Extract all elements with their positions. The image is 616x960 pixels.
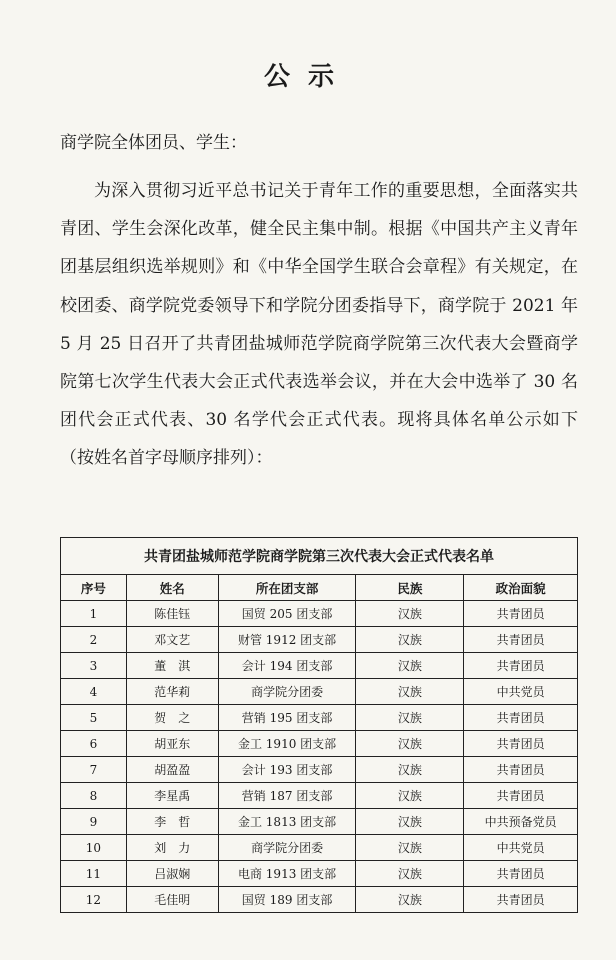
cell-name: 吕淑娴 xyxy=(126,861,218,887)
cell-political-status: 共青团员 xyxy=(464,627,578,653)
cell-political-status: 共青团员 xyxy=(464,861,578,887)
greeting-line: 商学院全体团员、学生： xyxy=(60,133,247,153)
representatives-table-container xyxy=(60,537,578,913)
cell-number: 12 xyxy=(61,887,127,913)
table-row xyxy=(61,809,578,835)
cell-name: 李星禹 xyxy=(126,783,218,809)
header-ethnicity: 民族 xyxy=(356,575,464,601)
cell-political-status: 共青团员 xyxy=(464,757,578,783)
cell-branch: 财管 1912 团支部 xyxy=(218,627,356,653)
table-row xyxy=(61,757,578,783)
table-row xyxy=(61,601,578,627)
header-number: 序号 xyxy=(61,575,127,601)
cell-ethnicity: 汉族 xyxy=(356,861,464,887)
cell-number: 3 xyxy=(61,653,127,679)
table-row xyxy=(61,887,578,913)
table-row xyxy=(61,653,578,679)
cell-political-status: 共青团员 xyxy=(464,705,578,731)
cell-name: 李 哲 xyxy=(126,809,218,835)
cell-ethnicity: 汉族 xyxy=(356,679,464,705)
cell-number: 4 xyxy=(61,679,127,705)
table-row xyxy=(61,783,578,809)
cell-number: 8 xyxy=(61,783,127,809)
cell-name: 贺 之 xyxy=(126,705,218,731)
table-caption: 共青团盐城师范学院商学院第三次代表大会正式代表名单 xyxy=(61,538,578,575)
cell-branch: 商学院分团委 xyxy=(218,835,356,861)
cell-ethnicity: 汉族 xyxy=(356,783,464,809)
cell-ethnicity: 汉族 xyxy=(356,627,464,653)
cell-branch: 会计 193 团支部 xyxy=(218,757,356,783)
cell-branch: 电商 1913 团支部 xyxy=(218,861,356,887)
cell-number: 2 xyxy=(61,627,127,653)
header-political-status: 政治面貌 xyxy=(464,575,578,601)
cell-name: 陈佳钰 xyxy=(126,601,218,627)
cell-political-status: 共青团员 xyxy=(464,783,578,809)
cell-branch: 国贸 205 团支部 xyxy=(218,601,356,627)
table-row xyxy=(61,861,578,887)
cell-name: 胡盈盈 xyxy=(126,757,218,783)
table-row xyxy=(61,835,578,861)
cell-political-status: 中共党员 xyxy=(464,679,578,705)
cell-branch: 金工 1813 团支部 xyxy=(218,809,356,835)
cell-political-status: 共青团员 xyxy=(464,887,578,913)
cell-name: 范华莉 xyxy=(126,679,218,705)
cell-political-status: 中共预备党员 xyxy=(464,809,578,835)
cell-number: 1 xyxy=(61,601,127,627)
cell-ethnicity: 汉族 xyxy=(356,887,464,913)
cell-political-status: 共青团员 xyxy=(464,653,578,679)
notice-title: 公示 xyxy=(263,62,352,92)
cell-branch: 营销 195 团支部 xyxy=(218,705,356,731)
table-row xyxy=(61,705,578,731)
cell-ethnicity: 汉族 xyxy=(356,835,464,861)
cell-ethnicity: 汉族 xyxy=(356,809,464,835)
cell-number: 11 xyxy=(61,861,127,887)
cell-name: 董 淇 xyxy=(126,653,218,679)
cell-number: 5 xyxy=(61,705,127,731)
header-branch: 所在团支部 xyxy=(218,575,356,601)
cell-branch: 营销 187 团支部 xyxy=(218,783,356,809)
table-row xyxy=(61,679,578,705)
table-row xyxy=(61,731,578,757)
cell-ethnicity: 汉族 xyxy=(356,653,464,679)
cell-branch: 金工 1910 团支部 xyxy=(218,731,356,757)
cell-political-status: 中共党员 xyxy=(464,835,578,861)
cell-ethnicity: 汉族 xyxy=(356,601,464,627)
cell-branch: 商学院分团委 xyxy=(218,679,356,705)
cell-number: 9 xyxy=(61,809,127,835)
notice-body-paragraph: 为深入贯彻习近平总书记关于青年工作的重要思想，全面落实共青团、学生会深化改革，健全民主集中制。根据《中国共产主义青年团基层组织选举规则》和《中华全国学生联合会章程》有关规定，在校团委、商学院党委领导下和学院分团委指导下，商学院于 2021 年 5 月 25 日召开了共青团盐城师范学院商学院第三次代表大会暨商学院第七次学生代表大会正式代表选举会议，并在大会中选举了 30 名团代会正式代表、30 名学代会正式代表。现将具体名单公示如下（按姓名首字母顺序排列）： xyxy=(60,181,578,469)
table-row xyxy=(61,627,578,653)
cell-name: 胡亚东 xyxy=(126,731,218,757)
header-name: 姓名 xyxy=(126,575,218,601)
cell-name: 刘 力 xyxy=(126,835,218,861)
cell-ethnicity: 汉族 xyxy=(356,731,464,757)
cell-political-status: 共青团员 xyxy=(464,731,578,757)
cell-branch: 国贸 189 团支部 xyxy=(218,887,356,913)
table-header-row xyxy=(61,575,578,601)
cell-number: 7 xyxy=(61,757,127,783)
cell-number: 6 xyxy=(61,731,127,757)
cell-number: 10 xyxy=(61,835,127,861)
cell-name: 毛佳明 xyxy=(126,887,218,913)
cell-branch: 会计 194 团支部 xyxy=(218,653,356,679)
cell-name: 邓文艺 xyxy=(126,627,218,653)
cell-political-status: 共青团员 xyxy=(464,601,578,627)
representatives-table xyxy=(60,537,578,913)
cell-ethnicity: 汉族 xyxy=(356,757,464,783)
cell-ethnicity: 汉族 xyxy=(356,705,464,731)
